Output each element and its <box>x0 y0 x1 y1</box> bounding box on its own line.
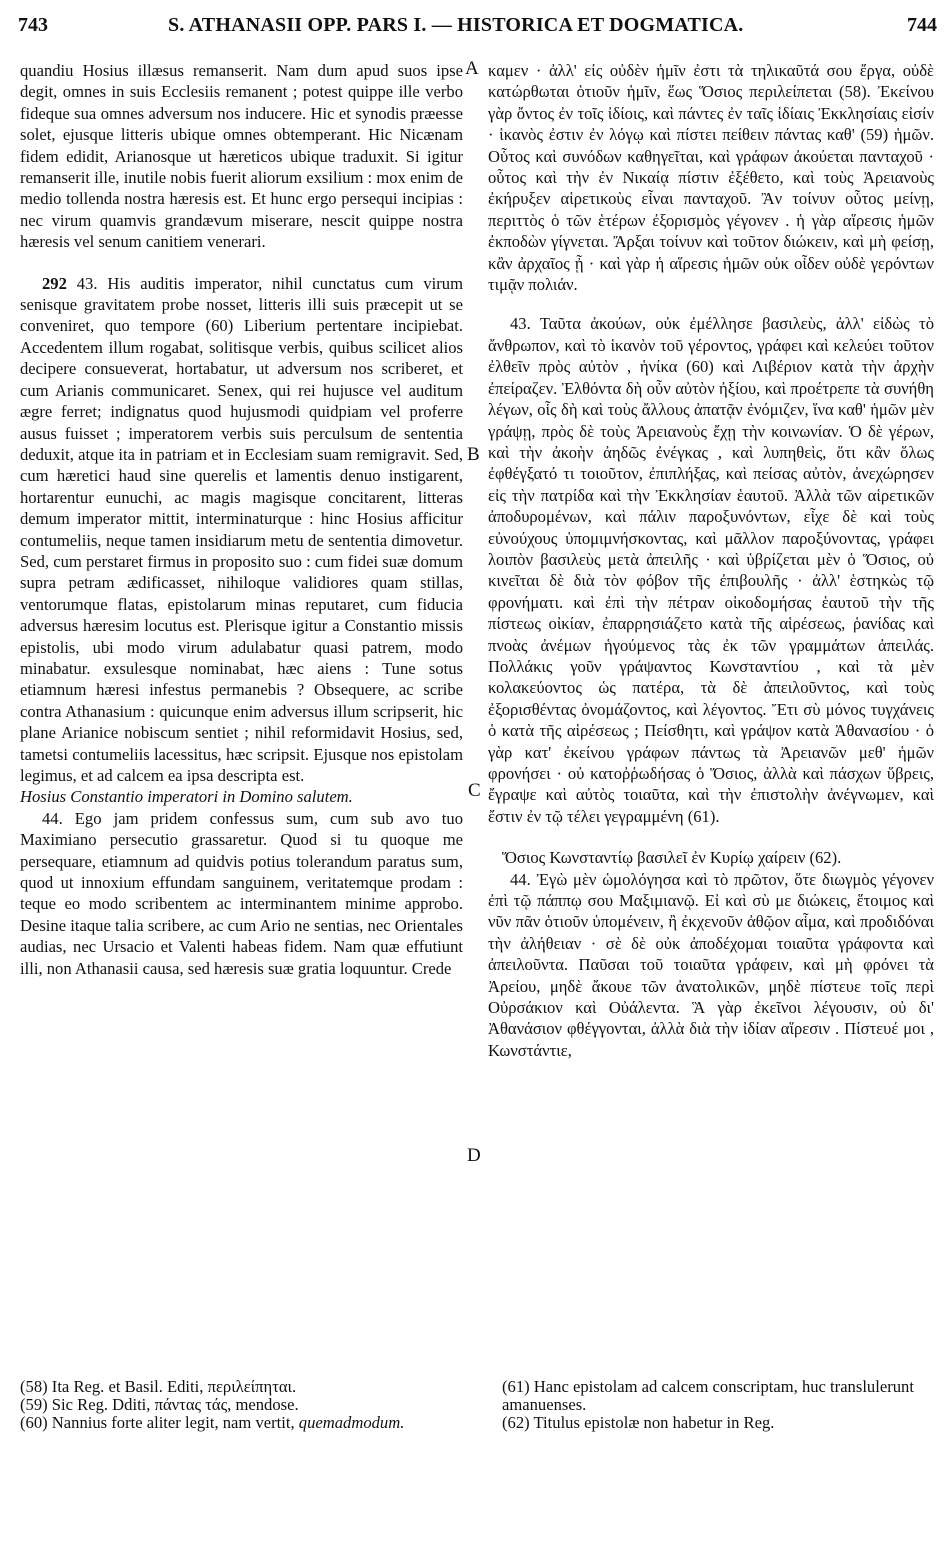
latin-letter-title: Hosius Constantio imperatori in Domino salutem. <box>20 787 353 807</box>
footnote-60-italic: quemadmodum. <box>298 1413 405 1432</box>
column-number-marker: 292 <box>42 273 67 293</box>
margin-letter-a: A <box>465 58 479 79</box>
footnote-62: (62) Titulus epistolæ non habetur in Reg. <box>502 1413 775 1432</box>
greek-column <box>488 60 934 1061</box>
latin-column <box>20 60 463 979</box>
margin-letter-c: C <box>468 780 481 801</box>
footnote-60 <box>20 1414 460 1432</box>
running-header <box>18 14 937 44</box>
running-title: S. ATHANASII OPP. PARS I. — HISTORICA ET DOGMATICA. <box>168 14 744 36</box>
latin-paragraph-43-text: 43. His auditis imperator, nihil cunctatus cum virum senisque gravitatem probe nosset, litteris illi suis præcepit ut se conveniret, quo tempore (60) Liberium pertentare incipiebat. Accedentem illum rogabat, solitisque verbis, quibus scilicet alios decipere consueverat, hortabatur, ut adversum nos scriberet, et cum Arianis communicaret. Senex, qui rei hujusce vel auditum ægre ferret; indignatus quod hujusmodi quidpiam vel proferre ausus fuisset ; imperatorem verbis suis perculsum de sententia deduxit, atque ita in patriam et in Ecclesiam suam remigravit. Sed, cum hæretici haud sine querelis et lamentis denuo instigarent, hortarentur eunuchi, ac magis magisque concitarent, litteras demum imperator mittit, interminaturque : hinc Hosius afficitur contumeliis, neque tamen insidiarum metu de sententia dimovetur. Sed, cum perstaret firmus in proposito suo : cum fidei suæ domum supra petram ædificasset, nihiloque validiores quam stillas, ventorumque flatas, epistolarum minas reputaret, cum fiducia adversus hæresim locutus est. Plerisque igitur a Constantio missis epistolis, ubi modo virum adulabatur quasi patrem, modo minabatur. exsulesque nominabat, hæc aiens : Tune sotus etiamnum hæresi infestus permanebis ? Obsequere, ac scribe contra Athanasium : quicunque enim adversus illum scripserit, hic plane Arianice nobiscum sentiet ; nihil reformidavit Hosius, sed, tametsi contumeliis lacessitus, hæc scripsit. Ejusque nos epistolam legimus, et ad calcem ea ipsa descripta est. <box>20 273 463 785</box>
greek-paragraph-43: 43. Ταῦτα ἀκούων, οὐκ ἐμέλλησε βασιλεὺς, ἀλλ' εἰδὼς τὸ ἄνθρωπον, καὶ τὸ ἱκανὸν τοῦ γέροντος, γράφει καὶ κελεύει τοῦτον ἐλθεῖν πρὸς αὐτὸν , ἡνίκα (60) καὶ Λιβέριον κατὰ τὴν ἀρχὴν ἐπείραζεν. Ἐλθόντα δὴ οὖν αὐτὸν ἠξίου, καὶ προέτρεπε τὰ συνήθη λέγων, οἷς δὴ καὶ τοὺς ἄλλους ἀπατᾷν ἐνόμιζεν, ἵνα καθ' ἡμῶν μὲν γράψῃ, πρὸς δὲ τοὺς Ἀρειανοὺς ἔχῃ τὴν κοινωνίαν. Ὁ δὲ γέρων, καὶ τὴν ἀκοὴν ἀηδῶς ἐνέγκας , καὶ λυπηθεὶς, ὅτι κἂν ὅλως ἐφθέγξατό τι τοιοῦτον, ἐπιπλήξας, καὶ πείσας αὐτὸν, ἀνεχώρησεν εἰς τὴν πατρίδα καὶ τὴν Ἐκκλησίαν ἑαυτοῦ. Ἀλλὰ τῶν αἱρετικῶν ἀποδυρομένων, καὶ πάλιν παροξυνόντων, εἶχε δὲ καὶ τοὺς εὐνούχους ὑπομιμνήσκοντας, καὶ μᾶλλον παροξύνοντας, γράφει λοιπὸν βασιλεὺς μετὰ ἀπειλῆς · καὶ ὑβρίζεται μὲν ὁ Ὅσιος, οὐ κινεῖται δὲ διὰ τὸν φόβον τῆς ἐπιβουλῆς · ἀλλ' ἑστηκὼς τῷ φρονήματι. καὶ ἐπὶ τὴν πέτραν οἰκοδομήσας ἑαυτοῦ τὴν τῆς πίστεως οἰκίαν, ἐπαρρησιάζετο κατὰ τῆς αἱρέσεως, ῥανίδας καὶ πνοὰς ἀνέμων ἡγούμενος τὰς ἐκ τῶν γραμμάτων ἀπειλάς. Πολλάκις γοῦν γράψαντος Κωνσταντίου , καὶ τὰ μὲν κολακεύοντος ὡς πατέρα, τὰ δὲ ἀπειλοῦντος, καὶ τοὺς ἐξορισθέντας ὀνομάζοντος, καὶ λέγοντος. Ἔτι σὺ μόνος τυγχάνεις ὁ κατὰ τῆς αἱρέσεως ; Πείσθητι, καὶ γράψον κατὰ Ἀθανασίου · ὁ γὰρ κατ' ἐκείνου γράφων πάντως τὰ Ἀρειανῶν μεθ' ἡμῶν φρονήσει · οὐ κατοῤῥωδήσας ὁ Ὅσιος, ἀλλὰ καὶ πάσχων ὕβρεις, ἔγραψε καὶ αὐτὸς τοιαῦτα, καὶ τὴν ἐπιστολὴν ἀνέγνωμεν, καὶ ἔστιν ἐν τῷ τέλει γεγραμμένη (61). <box>488 314 934 826</box>
footnotes-left <box>20 1378 460 1432</box>
footnotes-right <box>502 1378 932 1432</box>
footnote-60-text: (60) Nannius forte aliter legit, nam vertit, <box>20 1413 295 1432</box>
latin-paragraph-1: quandiu Hosius illæsus remanserit. Nam dum apud suos ipse degit, omnes in suis Ecclesiis remanent ; potest quippe ille verbo fideque sua omnes adversum nos inducere. Hic et synodis præesse solet, ejusque litteris ubique omnes obtemperant. Hic Nicænam fidem edidit, Arianosque ut hæreticos ubique traduxit. Si igitur remanserit ille, inutile nobis fuerit aliorum exsilium : mox enim de medio tollenda nostra hæresis est. Et hunc ergo persequi incipias : nec virum quamvis grandævum miserare, nescit quippe nostra hæresis vel senum canitiem venerari. <box>20 61 463 252</box>
footnote-59: (59) Sic Reg. Dditi, πάντας τάς, mendose. <box>20 1395 299 1414</box>
footnote-61: (61) Hanc epistolam ad calcem conscriptam, huc translulerunt amanuenses. <box>502 1377 914 1414</box>
greek-paragraph-1: καμεν · ἀλλ' εἰς οὐδὲν ἡμῖν ἐστι τὰ τηλικαῦτά σου ἔργα, οὐδὲ κατώρθωται ὁτιοῦν ἡμῖν, ἕως Ὅσιος περιλείπεται (58). Ἐκείνου γὰρ ὄντος ἐν τοῖς ἰδίοις, καὶ πάντες ἐν ταῖς ἰδίαις Ἐκκλησίαις εἰσίν · ἱκανὸς ἐστιν ἐν λόγῳ καὶ πίστει πείθειν πάντας καθ' (59) ἡμῶν. Οὗτος καὶ συνόδων καθηγεῖται, καὶ γράφων ἀκούεται πανταχοῦ · οὗτος καὶ τὴν ἐν Νικαίᾳ πίστιν ἐξέθετο, καὶ τοὺς Ἀρειανοὺς ἐκήρυξεν αἱρετικοὺς εἶναι πανταχοῦ. Ἂν τοίνυν οὗτος μείνῃ, περιττὸς ὁ τῶν ἑτέρων ἐξορισμὸς γέγονεν . ἡ γὰρ αἵρεσις ἡμῶν ἐκποδὼν γίγνεται. Ἄρξαι τοίνυν καὶ τοῦτον διώκειν, καὶ μὴ φείσῃ, κἂν ἀρχαῖος ᾖ · καὶ γὰρ ἡ αἵρεσις ἡμῶν οὐκ οἶδεν οὐδὲ γερόντων τιμᾷν πολιάν. <box>488 61 934 295</box>
footnote-58: (58) Ita Reg. et Basil. Editi, περιλείπηται. <box>20 1377 297 1396</box>
margin-letter-d: D <box>467 1145 481 1166</box>
page-number-right: 744 <box>907 14 937 36</box>
greek-paragraph-44: 44. Ἐγὼ μὲν ὡμολόγησα καὶ τὸ πρῶτον, ὅτε διωγμὸς γέγονεν ἐπὶ τῷ πάππῳ σου Μαξιμιανῷ. Εἰ καὶ σὺ με διώκεις, ἕτοιμος καὶ νῦν πᾶν ὁτιοῦν ὑπομένειν, ἢ ἐκχενοῦν ἀθῷον αἷμα, καὶ προδιδόναι τὴν ἀλήθειαν · σὲ δὲ οὐκ ἀποδέχομαι τοιαῦτα γράφοντα καὶ ἀπειλοῦντα. Παῦσαι τοῦ τοιαῦτα γράφειν, καὶ μὴ φρόνει τὰ Ἀρείου, μηδὲ ἄκουε τῶν ἀνατολικῶν, μηδὲ πίστευε τοῖς περὶ Οὐρσάκιον καὶ Οὐάλεντα. Ἃ γὰρ ἐκεῖνοι λέγουσιν, οὐ δι' Ἀθανάσιον φθέγγονται, ἀλλὰ διὰ τὴν ἰδίαν αἵρεσιν . Πίστευέ μοι , Κωνστάντιε, <box>488 869 934 1060</box>
greek-letter-title: Ὅσιος Κωνσταντίῳ βασιλεῖ ἐν Κυρίῳ χαίρειν (62). <box>502 848 842 868</box>
latin-paragraph-43 <box>20 273 463 787</box>
page-number-left: 743 <box>18 14 48 36</box>
latin-paragraph-44: 44. Ego jam pridem confessus sum, cum sub avo tuo Maximiano persecutio grassaretur. Quod si tu quoque me persequare, etiamnum ad quidvis potius tolerandum paratus sum, quod ut innoxium effundam sanguinem, veritatemque prodam : teque eo modo scribentem ac interminantem minime approbo. Desine itaque talia scribere, ac cum Ario ne sentias, nec Orientales audias, nec Ursacio et Valenti habeas fidem. Nam quæ effutiunt illi, non Athanasii causa, sed hæresis suæ gratia loquuntur. Crede <box>20 808 463 978</box>
margin-letter-b: B <box>467 444 480 465</box>
